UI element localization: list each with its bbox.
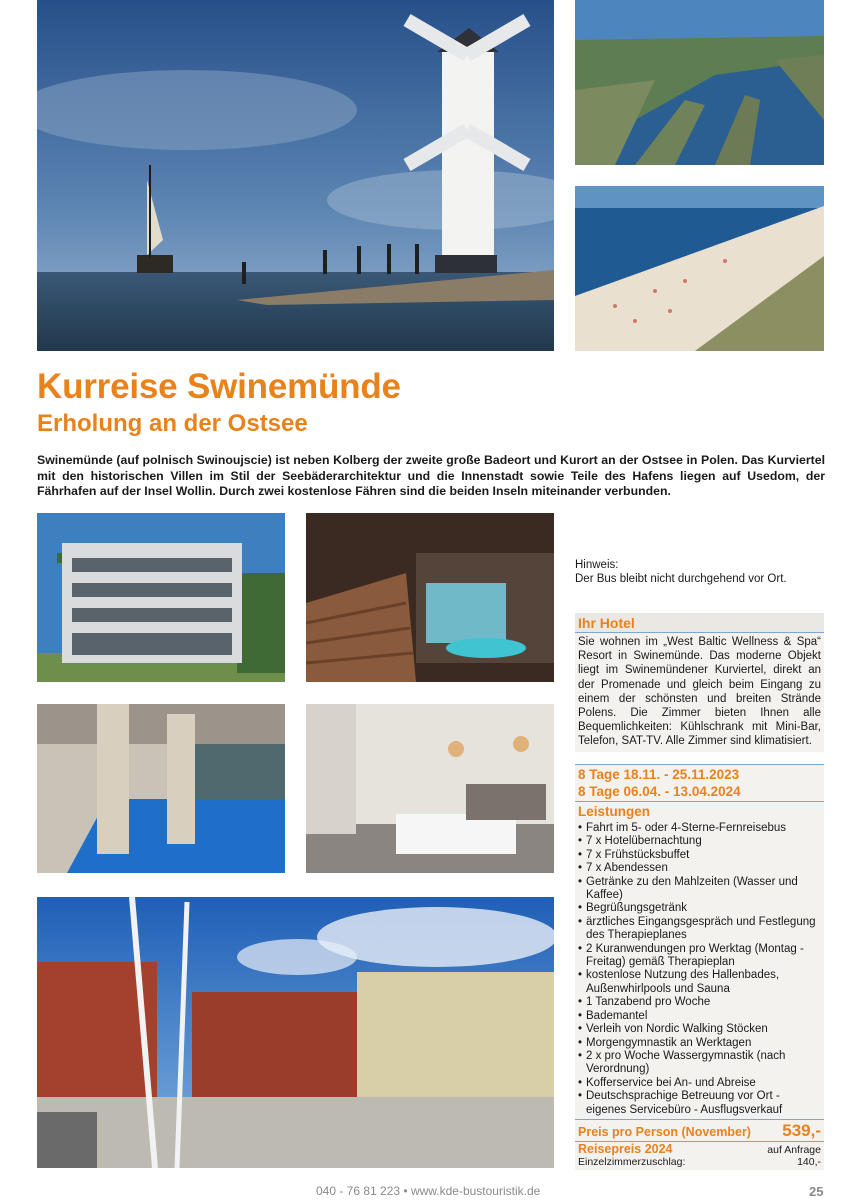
list-item: • 2 x pro Woche Wassergymnastik (nach Verordnung) xyxy=(578,1050,821,1077)
page-title: Kurreise Swinemünde xyxy=(37,367,401,406)
list-item: • 1 Tanzabend pro Woche xyxy=(578,996,821,1009)
town-square-photo xyxy=(37,897,554,1168)
services-list xyxy=(575,822,824,1119)
price-row xyxy=(575,1119,824,1141)
windmill-lighthouse-photo xyxy=(37,0,554,351)
hint-note xyxy=(575,558,825,586)
footer-contact: 040 - 76 81 223 • www.kde-bustouristik.de xyxy=(316,1184,541,1198)
page-subtitle: Erholung an der Ostsee xyxy=(37,410,308,437)
travel-date-2: 8 Tage 06.04. - 13.04.2024 xyxy=(578,783,741,799)
hotel-room-photo xyxy=(306,704,554,873)
list-item: • Verleih von Nordic Walking Stöcken xyxy=(578,1023,821,1036)
services-heading: Leistungen xyxy=(575,801,824,822)
aerial-beach-photo xyxy=(575,186,824,351)
hotel-section xyxy=(575,613,824,752)
hint-label: Hinweis: xyxy=(575,559,619,571)
list-item: • Begrüßungsgetränk xyxy=(578,902,821,915)
list-item: • 2 Kuranwendungen pro Werktag (Montag - Freitag) gemäß Therapieplan xyxy=(578,943,821,970)
aerial-harbor-photo xyxy=(575,0,824,165)
hotel-exterior-photo xyxy=(37,513,285,682)
hotel-description: Sie wohnen im „West Baltic Wellness & Spa“ Resort in Swinemünde. Das moderne Objekt liegt im Swinemündener Kurviertel, direkt an der Promenade und gleich beim Eingang zu einem der schönsten und breiten Strände Polens. Die Zimmer bieten Ihnen alle Bequemlichkeiten: Kühlschrank mit Mini-Bar, Telefon, SAT-TV. Alle Zimmer sind klimatisiert. xyxy=(575,633,824,752)
hotel-heading: Ihr Hotel xyxy=(575,613,824,633)
list-item: • Morgengymnastik an Werktagen xyxy=(578,1037,821,1050)
price-value: 539,- xyxy=(782,1120,821,1140)
single-room-label: Einzelzimmerzuschlag: xyxy=(578,1155,686,1168)
hint-text: Der Bus bleibt nicht durchgehend vor Ort. xyxy=(575,573,787,585)
indoor-pool-photo xyxy=(37,704,285,873)
page-number: 25 xyxy=(809,1184,824,1199)
travel-price-value: auf Anfrage xyxy=(767,1143,821,1156)
travel-date-1: 8 Tage 18.11. - 25.11.2023 xyxy=(578,767,740,782)
single-room-row xyxy=(575,1156,824,1170)
price-label: Preis pro Person (November) xyxy=(578,1124,751,1139)
list-item: • Getränke zu den Mahlzeiten (Wasser und Kaffee) xyxy=(578,876,821,903)
list-item: • 7 x Frühstücksbuffet xyxy=(578,849,821,862)
travel-info-box xyxy=(575,764,824,1170)
travel-price-row xyxy=(575,1141,824,1156)
list-item: • 7 x Hotelübernachtung xyxy=(578,835,821,848)
list-item: • Bademantel xyxy=(578,1010,821,1023)
list-item: • kostenlose Nutzung des Hallenbades, Außenwhirlpools und Sauna xyxy=(578,969,821,996)
travel-dates xyxy=(575,764,824,801)
list-item: • ärztliches Eingangsgespräch und Festlegung des Therapieplanes xyxy=(578,916,821,943)
intro-paragraph: Swinemünde (auf polnisch Swinoujscie) ist neben Kolberg der zweite große Badeort und Kurort an der Ostsee in Polen. Das Kurviertel mit den historischen Villen im Stil der Seebäderarchitektur und die Innenstadt sowie Teile des Hafens liegen auf Usedom, der Fährhafen auf der Insel Wollin. Durch zwei kostenlose Fähren sind die beiden Inseln miteinander verbunden. xyxy=(37,453,825,499)
list-item: • Kofferservice bei An- und Abreise xyxy=(578,1077,821,1090)
list-item: • Deutschsprachige Betreuung vor Ort - eigenes Servicebüro - Ausflugsverkauf xyxy=(578,1090,821,1117)
travel-price-label: Reisepreis 2024 xyxy=(578,1141,673,1156)
single-room-value: 140,- xyxy=(797,1155,821,1168)
list-item: • Fahrt im 5- oder 4-Sterne-Fernreisebus xyxy=(578,822,821,835)
list-item: • 7 x Abendessen xyxy=(578,862,821,875)
spa-staircase-photo xyxy=(306,513,554,682)
